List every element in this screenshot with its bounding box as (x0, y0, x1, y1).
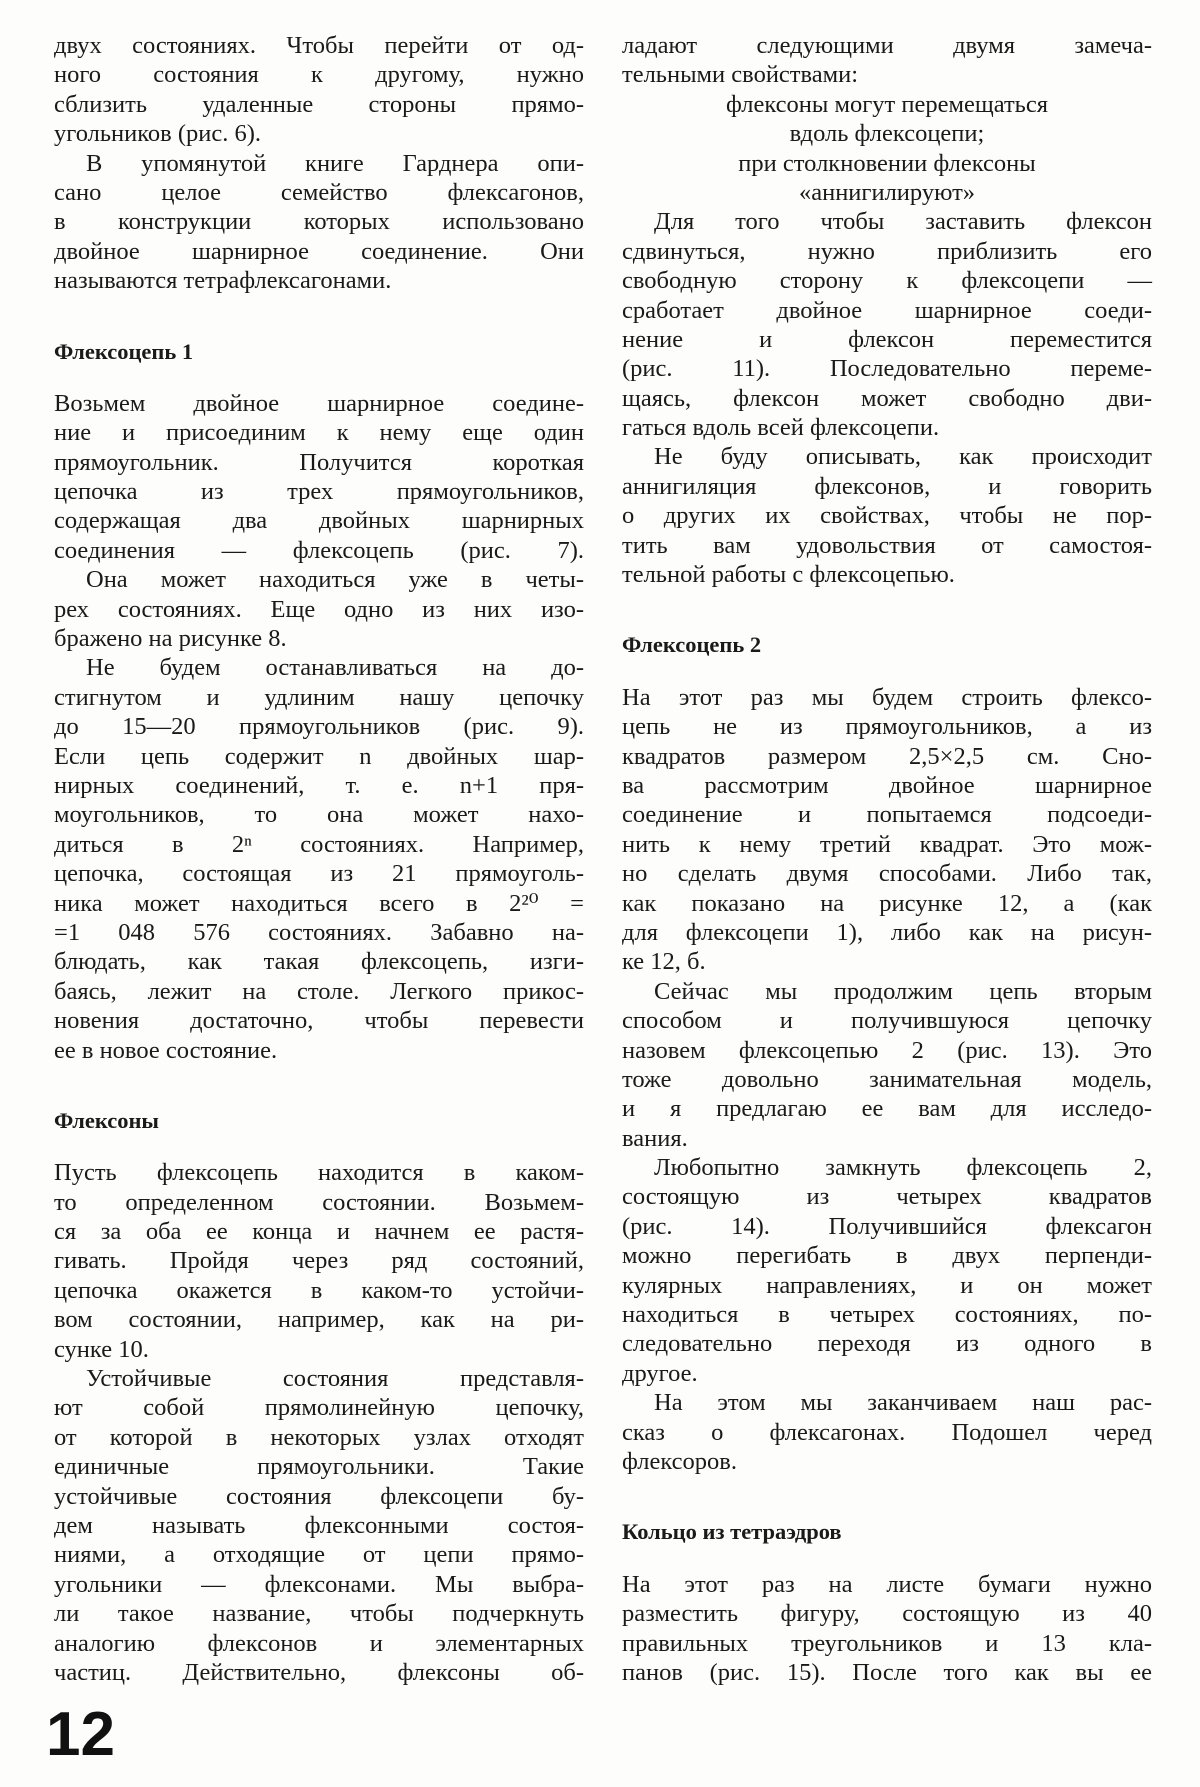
paragraph (54, 31, 584, 149)
text-line: от которой в некоторых узлах отходят (54, 1423, 584, 1451)
text-line: сдвинуться, нужно приблизить его (622, 237, 1152, 265)
section-heading: Флексоцепь 2 (622, 632, 762, 658)
text-line: и я предлагаю ее вам для исследо- (622, 1095, 1152, 1123)
text-line: Пусть флексоцепь находится в каком- (54, 1159, 584, 1187)
paragraph (54, 1364, 584, 1687)
text-line: в конструкции которых использовано (54, 208, 584, 236)
text-line: соединение и попытаемся подсоеди- (622, 801, 1152, 829)
text-line: сблизить удаленные стороны прямо- (54, 90, 584, 118)
text-line: На этот раз на листе бумаги нужно (622, 1570, 1152, 1598)
text-line: о других их свойствах, чтобы не пор- (622, 502, 1152, 530)
text-line: называются тетрафлексагонами. (54, 267, 392, 295)
text-line: цепь не из прямоугольников, а из (622, 713, 1152, 741)
text-line: цепочка из трех прямоугольников, (54, 478, 584, 506)
text-line: (рис. 11). Последовательно переме- (622, 355, 1152, 383)
text-line: до 15—20 прямоугольников (рис. 9). (54, 713, 584, 741)
text-line: Для того чтобы заставить флексон (654, 208, 1152, 236)
section-heading: Флексоцепь 1 (54, 338, 194, 364)
text-line: квадратов размером 2,5×2,5 см. Сно- (622, 742, 1152, 770)
text-line: аннигиляция флексонов, и говорить (622, 472, 1152, 500)
text-line: (рис. 14). Получившийся флексагон (622, 1212, 1152, 1240)
text-line: стигнутом и удлиним нашу цепочку (54, 683, 584, 711)
text-line: сказ о флексагонах. Подошел черед (622, 1418, 1152, 1446)
text-line: то определенном состоянии. Возьмем- (54, 1188, 584, 1216)
text-line: ли такое название, чтобы подчеркнуть (54, 1600, 584, 1628)
text-line: вом состоянии, например, как на ри- (54, 1306, 584, 1334)
text-line: сано целое семейство флексагонов, (54, 178, 584, 206)
text-line: для флексоцепи 1), либо как на рисун- (622, 918, 1152, 946)
text-line: ее в новое состояние. (54, 1036, 278, 1064)
text-line: Она может находиться уже в четы- (86, 566, 584, 594)
text-line: ниями, а отходящие от цепи прямо- (54, 1541, 584, 1569)
text-line: =1 048 576 состояниях. Забавно на- (54, 918, 584, 946)
text-line: блюдать, как такая флексоцепь, изги- (54, 948, 584, 976)
text-line: Любопытно замкнуть флексоцепь 2, (654, 1154, 1152, 1182)
text-line: но сделать двумя способами. Либо так, (622, 860, 1152, 888)
text-line: дем называть флексонными состоя- (54, 1512, 584, 1539)
paragraph (622, 207, 1152, 442)
text-line: Возьмем двойное шарнирное соедине- (54, 389, 584, 417)
text-line: цепочка, состоящая из 21 прямоуголь- (54, 860, 584, 888)
text-line: На этот раз мы будем строить флексо- (622, 683, 1152, 711)
text-line: угольники — флексонами. Мы выбра- (54, 1570, 584, 1598)
text-line: правильных треугольников и 13 кла- (622, 1629, 1152, 1657)
paragraph (54, 653, 584, 1064)
paragraph (54, 389, 584, 565)
text-line: другое. (622, 1359, 698, 1387)
text-line: содержащая два двойных шарнирных (54, 507, 584, 535)
text-line: Сейчас мы продолжим цепь вторым (654, 977, 1152, 1005)
centered-statement (622, 90, 1152, 208)
text-line: ние и присоединим к нему еще один (54, 419, 584, 447)
text-line: На этом мы заканчиваем наш рас- (654, 1389, 1152, 1417)
text-line: рех состояниях. Еще одно из них изо- (54, 595, 584, 623)
text-line: «аннигилируют» (798, 178, 976, 206)
text-line: гаться вдоль всей флексоцепи. (622, 414, 940, 442)
text-line: гивать. Пройдя через ряд состояний, (54, 1247, 584, 1275)
text-line: устойчивые состояния флексоцепи бу- (54, 1482, 584, 1510)
text-line: тоже довольно занимательная модель, (622, 1065, 1152, 1093)
paragraph (622, 1153, 1152, 1388)
text-line: В упомянутой книге Гарднера опи- (86, 149, 584, 177)
text-line: вания. (622, 1124, 688, 1152)
text-line: частиц. Действительно, флексоны об- (54, 1658, 584, 1686)
section-heading: Кольцо из тетраэдров (622, 1519, 842, 1545)
text-line: способом и получившуюся цепочку (622, 1007, 1152, 1035)
text-line: кулярных направлениях, и он может (622, 1271, 1152, 1299)
text-line: ладают следующими двумя замеча- (622, 32, 1152, 59)
text-line: ся за оба ее конца и начнем ее растя- (54, 1218, 584, 1246)
text-line: можно перегибать в двух перпенди- (622, 1242, 1152, 1270)
text-line: флексоров. (622, 1447, 737, 1475)
paragraph (54, 565, 584, 653)
text-line: при столкновении флексоны (738, 149, 1036, 177)
text-line: сунке 10. (54, 1335, 149, 1363)
text-line: панов (рис. 15). После того как вы ее (622, 1658, 1152, 1686)
text-line: нирных соединений, т. е. n+1 пря- (54, 772, 584, 799)
text-line: ке 12, б. (622, 948, 706, 976)
text-line: Не будем останавливаться на до- (86, 654, 584, 682)
text-line: тить вам удовольствия от самостоя- (622, 531, 1152, 559)
paragraph (54, 149, 584, 296)
text-line: вдоль флексоцепи; (789, 120, 985, 148)
text-line: находиться в четырех состояниях, по- (622, 1301, 1152, 1329)
text-line: следовательно переходя из одного в (622, 1330, 1152, 1358)
text-line: бражено на рисунке 8. (54, 625, 287, 653)
text-line: ва рассмотрим двойное шарнирное (622, 772, 1152, 799)
page-number: 12 (46, 1700, 115, 1769)
paragraph (622, 442, 1152, 589)
text-line: двойное шарнирное соединение. Они (54, 237, 584, 265)
text-line: щаясь, флексон может свободно дви- (622, 384, 1152, 412)
text-line: Не буду описывать, как происходит (654, 443, 1152, 471)
paragraph (622, 1570, 1152, 1688)
text-line: нить к нему третий квадрат. Это мож- (622, 830, 1152, 858)
text-line: нение и флексон переместится (622, 325, 1152, 353)
paragraph (622, 31, 1152, 90)
text-line: свободную сторону к флексоцепи — (622, 267, 1152, 295)
text-line: назовем флексоцепью 2 (рис. 13). Это (622, 1036, 1152, 1064)
text-line: прямоугольник. Получится короткая (54, 448, 584, 476)
text-line: аналогию флексонов и элементарных (54, 1629, 584, 1657)
left-column (54, 31, 584, 1687)
text-line: флексоны могут перемещаться (726, 90, 1048, 118)
text-line: новения достаточно, чтобы перевести (54, 1007, 584, 1035)
paragraph (54, 1158, 584, 1364)
right-column (622, 31, 1152, 1687)
text-line: единичные прямоугольники. Такие (54, 1453, 584, 1481)
text-line: тельной работы с флексоцепью. (622, 561, 955, 589)
paragraph (622, 1388, 1152, 1476)
text-line: как показано на рисунке 12, а (как (622, 889, 1152, 917)
text-line: баясь, лежит на столе. Легкого прикос- (54, 977, 584, 1005)
text-line: диться в 2ⁿ состояниях. Например, (54, 830, 584, 858)
text-line: ного состояния к другому, нужно (54, 61, 584, 89)
text-line: цепочка окажется в каком-то устойчи- (54, 1276, 584, 1304)
text-line: разместить фигуру, состоящую из 40 (622, 1600, 1152, 1628)
text-line: ника может находиться всего в 2²⁰ = (54, 889, 584, 917)
paragraph (622, 683, 1152, 977)
text-line: состоящую из четырех квадратов (622, 1183, 1152, 1211)
text-line: сработает двойное шарнирное соеди- (622, 296, 1152, 324)
text-line: соединения — флексоцепь (рис. 7). (54, 536, 584, 564)
text-line: ют собой прямолинейную цепочку, (54, 1394, 584, 1422)
text-line: Если цепь содержит n двойных шар- (54, 742, 584, 770)
text-line: Устойчивые состояния представля- (86, 1365, 584, 1393)
text-line: моугольников, то она может нахо- (54, 801, 584, 829)
section-heading: Флексоны (54, 1107, 159, 1133)
text-line: двух состояниях. Чтобы перейти от од- (54, 32, 584, 59)
text-line: угольников (рис. 6). (54, 120, 262, 148)
paragraph (622, 977, 1152, 1153)
text-line: тельными свойствами: (622, 61, 859, 89)
